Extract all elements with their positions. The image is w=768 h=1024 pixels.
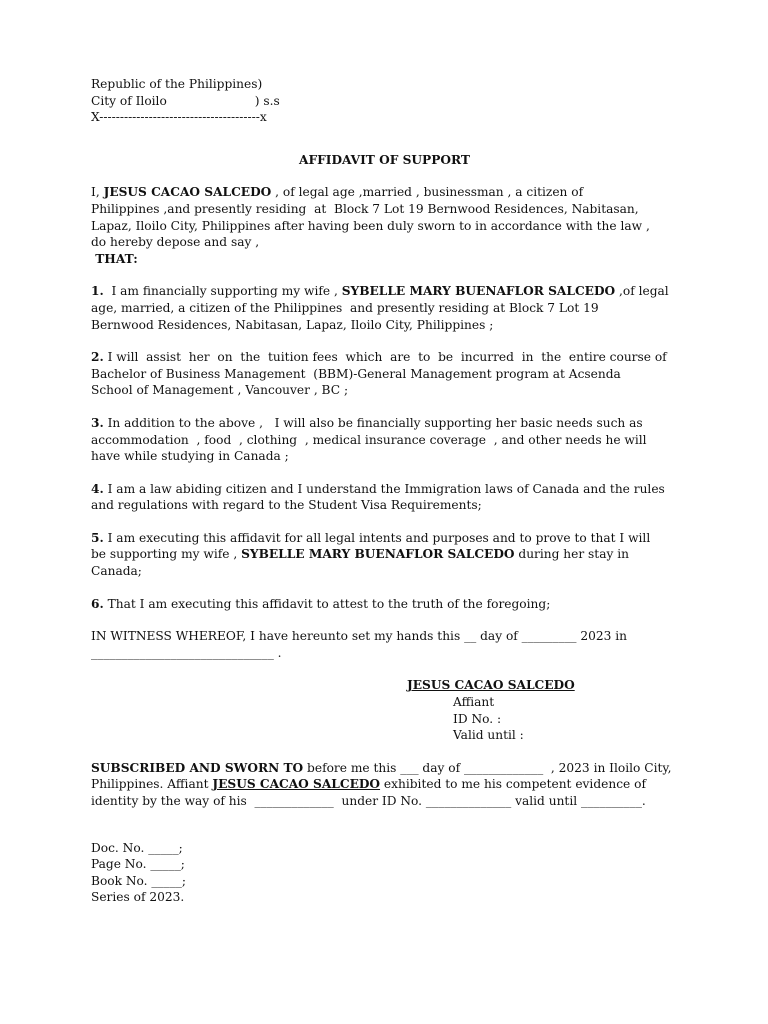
para5-line-2-post: during her stay in (514, 547, 629, 562)
signature-valid: Valid until : (453, 728, 524, 743)
wife-name: SYBELLE MARY BUENAFLOR SALCEDO (341, 284, 616, 299)
jurat-line-1 (91, 760, 678, 777)
intro-line-3: Lapaz, Iloilo City, Philippines after having been duly sworn to in accordance with the law , (91, 218, 650, 233)
para4-text: I am a law abiding citizen and I understand the Immigration laws of Canada and the rules (103, 481, 665, 496)
book-no: Book No. _____; (91, 873, 187, 888)
witness-line-1: IN WITNESS WHEREOF, I have hereunto set my hands this __ day of _________ 2023 in (91, 629, 628, 644)
paragraph-4 (91, 481, 678, 514)
intro-prefix: I, (91, 185, 104, 200)
para3-line-1 (91, 415, 678, 432)
para6-line-1 (91, 596, 678, 613)
jurat-line-2-pre: Philippines. Affiant (91, 777, 213, 792)
witness-line-2: ______________________________ . (91, 645, 282, 660)
series: Series of 2023. (91, 890, 185, 905)
intro-line-2: Philippines ,and presently residing at Block 7 Lot 19 Bernwood Residences, Nabitasan, (91, 201, 639, 216)
jurat-block (91, 760, 678, 810)
para1-text-pre: I am financially supporting my wife , (103, 284, 342, 299)
para2-line-3: School of Management , Vancouver , BC ; (91, 383, 349, 398)
paragraph-1 (91, 283, 678, 333)
para1-number: 1. (91, 284, 104, 299)
para4-number: 4. (91, 481, 104, 496)
jurat-affiant-name: JESUS CACAO SALCEDO (212, 777, 381, 792)
para3-line-3: have while studying in Canada ; (91, 449, 289, 464)
caption-line-2 (91, 93, 678, 110)
para4-line-1 (91, 481, 678, 498)
affiant-name: JESUS CACAO SALCEDO (103, 185, 272, 200)
paragraph-5 (91, 530, 678, 580)
caption-block (91, 76, 678, 126)
witness-clause (91, 628, 678, 661)
paragraph-2 (91, 349, 678, 399)
page-no: Page No. _____; (91, 857, 185, 872)
para1-text-post: ,of legal (615, 284, 669, 299)
signature-block (91, 677, 678, 743)
caption-line-3: X---------------------------------------x (91, 110, 267, 125)
paragraph-3 (91, 415, 678, 465)
jurat-line-1-rest: before me this ___ day of _____________ , 2023 in Iloilo City, (303, 760, 672, 775)
para3-number: 3. (91, 415, 104, 430)
intro-line-1 (91, 184, 678, 201)
notarial-register (91, 840, 678, 906)
doc-no: Doc. No. _____; (91, 840, 183, 855)
para5-number: 5. (91, 530, 104, 545)
wife-name-2: SYBELLE MARY BUENAFLOR SALCEDO (241, 547, 515, 562)
para2-text: I will assist her on the tuition fees which are to be incurred in the entire course of (103, 350, 667, 365)
intro-line-1-rest: , of legal age ,married , businessman , a citizen of (271, 185, 584, 200)
para1-line-1 (91, 283, 678, 300)
para1-line-3: Bernwood Residences, Nabitasan, Lapaz, Iloilo City, Philippines ; (91, 317, 494, 332)
paragraph-6 (91, 596, 678, 613)
para5-line-1 (91, 530, 678, 547)
para2-number: 2. (91, 350, 104, 365)
signature-role: Affiant (453, 695, 495, 710)
signature-id: ID No. : (453, 711, 502, 726)
jurat-line-3: identity by the way of his _____________ under ID No. ______________ valid until __________. (91, 794, 646, 808)
jurat-line-2-post: exhibited to me his competent evidence of (380, 777, 646, 792)
para3-text: In addition to the above , I will also be financially supporting her basic needs such as (103, 415, 643, 430)
para5-text: I am executing this affidavit for all legal intents and purposes and to prove to that I will (103, 530, 651, 545)
para3-line-2: accommodation , food , clothing , medical insurance coverage , and other needs he will (91, 432, 647, 447)
signature-name: JESUS CACAO SALCEDO (407, 678, 575, 693)
jurat-heading: SUBSCRIBED AND SWORN TO (91, 760, 304, 775)
para5-line-2 (91, 546, 678, 563)
intro-line-4: do hereby depose and say , (91, 235, 260, 250)
intro-paragraph (91, 184, 678, 267)
document-title: AFFIDAVIT OF SUPPORT (299, 152, 470, 167)
para1-line-2: age, married, a citizen of the Philippines and presently residing at Block 7 Lot 19 (91, 300, 599, 315)
jurat-line-2 (91, 776, 678, 793)
para5-line-3: Canada; (91, 564, 142, 579)
para4-line-2: and regulations with regard to the Student Visa Requirements; (91, 498, 482, 513)
para2-line-1 (91, 349, 678, 366)
para6-text: That I am executing this affidavit to attest to the truth of the foregoing; (103, 596, 551, 611)
caption-ss: ) s.s (254, 93, 280, 108)
para2-line-2: Bachelor of Business Management (BBM)-General Management program at Acsenda (91, 366, 621, 381)
para6-number: 6. (91, 596, 104, 611)
caption-city: City of Iloilo (91, 93, 167, 108)
caption-line-1: Republic of the Philippines) (91, 77, 263, 91)
para5-line-2-pre: be supporting my wife , (91, 547, 242, 562)
that-heading: THAT: (91, 251, 138, 266)
